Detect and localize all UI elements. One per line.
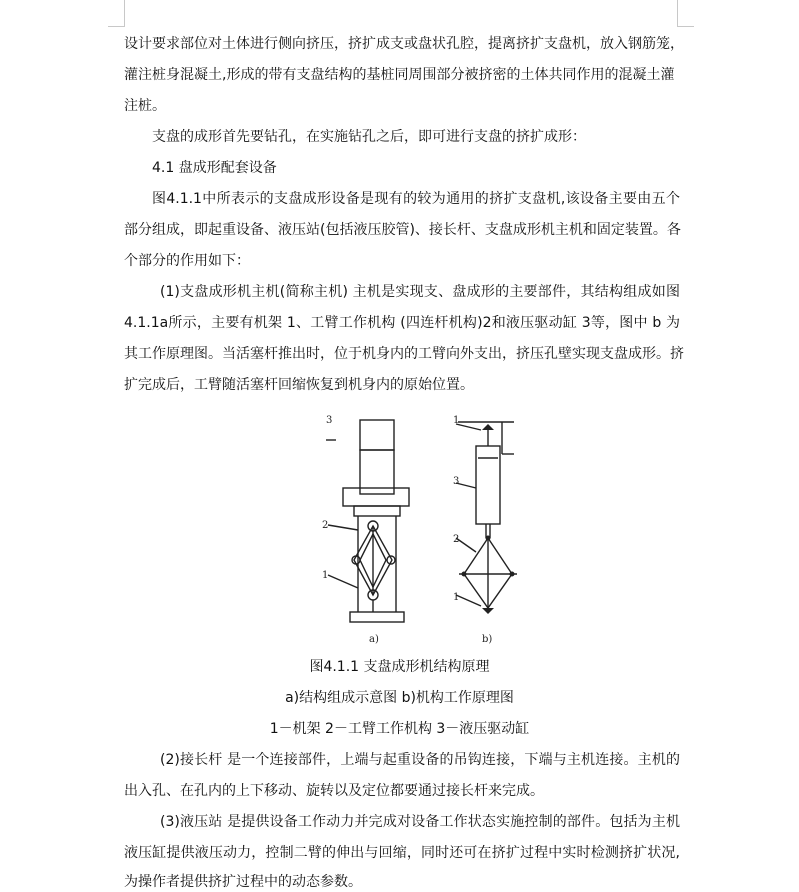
- figure-caption: 图4.1.1 支盘成形机结构原理: [309, 659, 490, 675]
- body-line: 图4.1.1中所表示的支盘成形设备是现有的较为通用的挤扩支盘机,该设备主要由五个: [152, 191, 680, 207]
- body-line: 支盘的成形首先要钻孔，在实施钻孔之后，即可进行支盘的挤扩成形：: [152, 129, 586, 145]
- body-line: 出入孔、在孔内的上下移动、旋转以及定位都要通过接长杆来完成。: [124, 783, 544, 799]
- page-corner-mark-right: [677, 0, 694, 27]
- machine-structure-drawing: [316, 410, 526, 650]
- body-line: 4.1.1a所示，主要有机架 1、工臂工作机构 (四连杆机构)2和液压驱动缸 3等，图中 b 为: [124, 315, 680, 331]
- body-line: 液压缸提供液压动力，控制二臂的伸出与回缩，同时还可在挤扩过程中实时检测挤扩状况,: [124, 845, 680, 861]
- label-b-2: 2: [453, 534, 460, 545]
- body-line: 其工作原理图。当活塞杆推出时，位于机身内的工臂向外支出，挤压孔壁实现支盘成形。挤: [124, 346, 684, 362]
- page-corner-mark-left: [108, 0, 125, 27]
- label-b-3: 3: [453, 476, 460, 487]
- body-line: 个部分的作用如下：: [124, 253, 250, 269]
- section-heading: 4.1 盘成形配套设备: [152, 160, 277, 176]
- label-b-1-bottom: 1: [453, 592, 460, 603]
- figure-machine-diagram: [316, 410, 526, 650]
- label-a-1: 1: [322, 570, 329, 581]
- body-line: 灌注桩身混凝土,形成的带有支盘结构的基桩同周围部分被挤密的土体共同作用的混凝土灌: [124, 67, 675, 83]
- body-line: (2)接长杆 是一个连接部件，上端与起重设备的吊钩连接，下端与主机连接。主机的: [160, 752, 680, 768]
- label-a-2: 2: [322, 520, 329, 531]
- body-line: 部分组成，即起重设备、液压站(包括液压胶管)、接长杆、支盘成形机主机和固定装置。各: [124, 222, 681, 238]
- body-line: (3)液压站 是提供设备工作动力并完成对设备工作状态实施控制的部件。包括为主机: [160, 814, 680, 830]
- figure-legend: 1－机架 2－工臂工作机构 3－液压驱动缸: [269, 721, 530, 737]
- sublabel-b: b): [482, 634, 493, 645]
- body-line: 注桩。: [124, 98, 166, 114]
- body-line: 设计要求部位对土体进行侧向挤压，挤扩成支或盘状孔腔，提离挤扩支盘机，放入钢筋笼，: [124, 36, 684, 52]
- figure-subcaption: a)结构组成示意图 b)机构工作原理图: [285, 690, 514, 706]
- body-line: (1)支盘成形机主机(简称主机) 主机是实现支、盘成形的主要部件，其结构组成如图: [160, 284, 680, 300]
- label-b-1-top: 1: [453, 415, 460, 426]
- body-line: 为操作者提供挤扩过程中的动态参数。: [124, 874, 362, 890]
- body-line: 扩完成后，工臂随活塞杆回缩恢复到机身内的原始位置。: [124, 377, 474, 393]
- sublabel-a: a): [369, 634, 379, 645]
- label-a-3: 3: [326, 415, 333, 426]
